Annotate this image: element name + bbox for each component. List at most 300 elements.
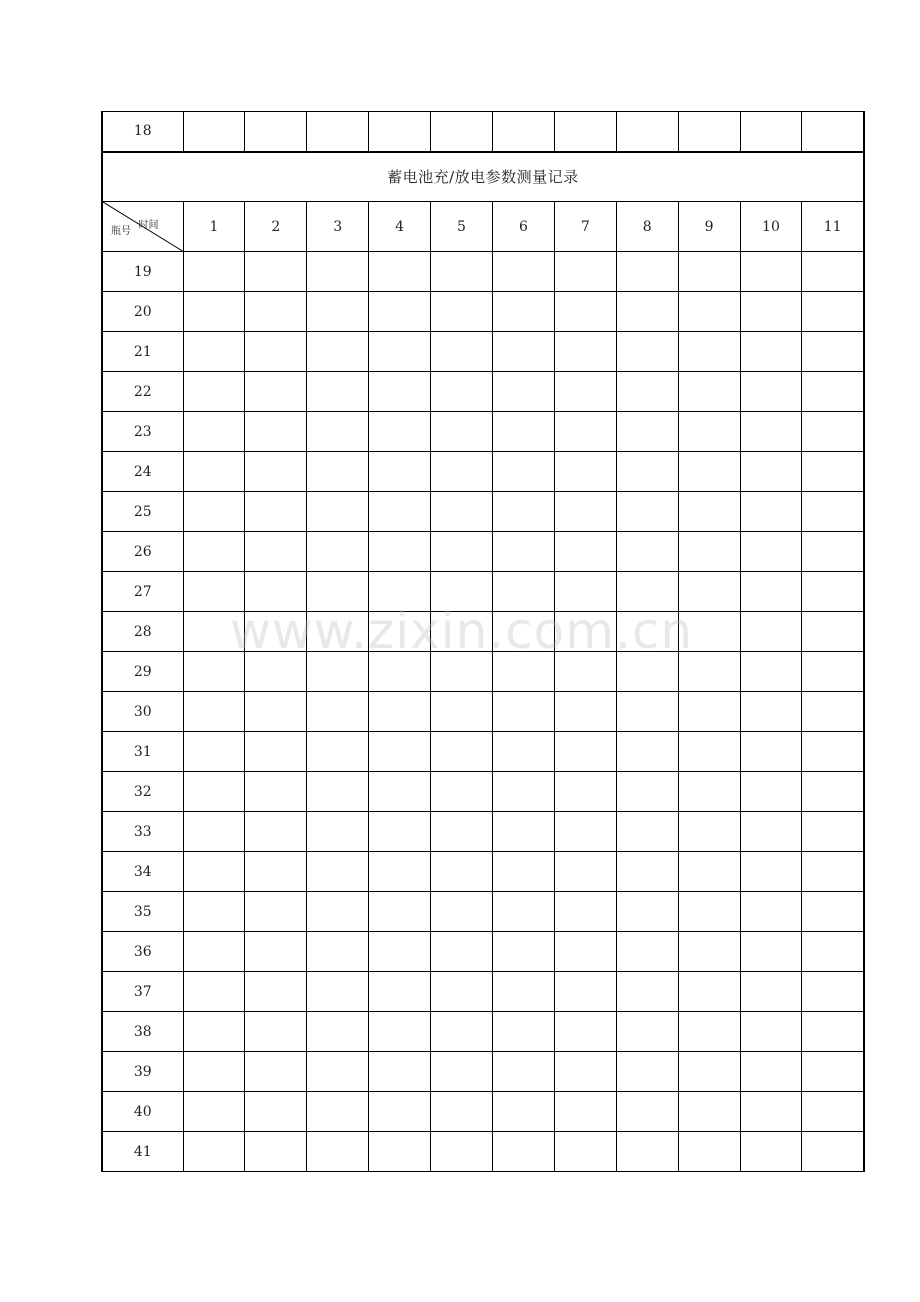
- data-cell[interactable]: [678, 612, 740, 652]
- data-cell[interactable]: [554, 972, 616, 1012]
- data-cell[interactable]: [431, 812, 493, 852]
- data-cell[interactable]: [431, 292, 493, 332]
- data-cell[interactable]: [616, 1052, 678, 1092]
- data-cell[interactable]: [678, 532, 740, 572]
- data-cell[interactable]: [183, 532, 245, 572]
- data-cell[interactable]: [554, 412, 616, 452]
- data-cell[interactable]: [245, 692, 307, 732]
- data-cell[interactable]: [616, 112, 678, 152]
- time-column-header: 6: [492, 202, 554, 252]
- data-cell[interactable]: [492, 1092, 554, 1132]
- data-cell[interactable]: [554, 452, 616, 492]
- data-cell[interactable]: [678, 1092, 740, 1132]
- data-cell[interactable]: [492, 852, 554, 892]
- data-cell[interactable]: [307, 732, 369, 772]
- data-cell[interactable]: [554, 372, 616, 412]
- table-row-top: [102, 112, 864, 152]
- data-cell[interactable]: [431, 1092, 493, 1132]
- data-cell[interactable]: [431, 692, 493, 732]
- row-number-cell: 32: [102, 772, 183, 812]
- data-cell[interactable]: [616, 292, 678, 332]
- data-cell[interactable]: [183, 252, 245, 292]
- data-cell[interactable]: [740, 812, 802, 852]
- row-number-cell: 28: [102, 612, 183, 652]
- data-cell[interactable]: [431, 412, 493, 452]
- data-cell[interactable]: [492, 332, 554, 372]
- data-cell[interactable]: [431, 1012, 493, 1052]
- data-cell[interactable]: [369, 772, 431, 812]
- data-cell[interactable]: [616, 972, 678, 1012]
- data-cell[interactable]: [307, 652, 369, 692]
- corner-time-label: 时间: [138, 220, 159, 231]
- data-cell[interactable]: [802, 532, 864, 572]
- row-number-cell: 38: [102, 1012, 183, 1052]
- data-cell[interactable]: [369, 332, 431, 372]
- data-cell[interactable]: [616, 412, 678, 452]
- data-cell[interactable]: [431, 492, 493, 532]
- data-cell[interactable]: [554, 252, 616, 292]
- data-cell[interactable]: [678, 412, 740, 452]
- data-cell[interactable]: [554, 112, 616, 152]
- data-cell[interactable]: [307, 1012, 369, 1052]
- table-row: [102, 1012, 864, 1052]
- row-number-cell: 24: [102, 452, 183, 492]
- data-cell[interactable]: [245, 372, 307, 412]
- data-cell[interactable]: [245, 892, 307, 932]
- data-cell[interactable]: [740, 772, 802, 812]
- data-cell[interactable]: [307, 1052, 369, 1092]
- data-cell[interactable]: [183, 492, 245, 532]
- data-cell[interactable]: [554, 932, 616, 972]
- data-cell[interactable]: [678, 892, 740, 932]
- time-column-header: 10: [740, 202, 802, 252]
- data-cell[interactable]: [307, 692, 369, 732]
- data-cell[interactable]: [678, 772, 740, 812]
- data-cell[interactable]: [740, 492, 802, 532]
- data-cell[interactable]: [616, 572, 678, 612]
- table-title: 蓄电池充/放电参数测量记录: [102, 152, 864, 202]
- table-row: [102, 612, 864, 652]
- data-cell[interactable]: [245, 652, 307, 692]
- data-cell[interactable]: [431, 772, 493, 812]
- data-cell[interactable]: [431, 852, 493, 892]
- data-cell[interactable]: [492, 892, 554, 932]
- data-cell[interactable]: [245, 932, 307, 972]
- row-number-cell: 39: [102, 1052, 183, 1092]
- data-cell[interactable]: [492, 812, 554, 852]
- data-cell[interactable]: [554, 892, 616, 932]
- data-cell[interactable]: [678, 112, 740, 152]
- data-cell[interactable]: [802, 292, 864, 332]
- row-number-cell: 18: [102, 112, 183, 152]
- data-cell[interactable]: [740, 892, 802, 932]
- time-column-header: 2: [245, 202, 307, 252]
- time-column-header: 4: [369, 202, 431, 252]
- data-cell[interactable]: [554, 292, 616, 332]
- data-cell[interactable]: [369, 932, 431, 972]
- data-cell[interactable]: [431, 612, 493, 652]
- data-cell[interactable]: [369, 812, 431, 852]
- data-cell[interactable]: [369, 572, 431, 612]
- data-cell[interactable]: [740, 932, 802, 972]
- data-cell[interactable]: [245, 852, 307, 892]
- data-cell[interactable]: [307, 972, 369, 1012]
- data-cell[interactable]: [245, 1012, 307, 1052]
- data-cell[interactable]: [245, 452, 307, 492]
- data-cell[interactable]: [245, 612, 307, 652]
- data-cell[interactable]: [245, 1092, 307, 1132]
- data-cell[interactable]: [616, 532, 678, 572]
- data-cell[interactable]: [183, 892, 245, 932]
- data-cell[interactable]: [369, 892, 431, 932]
- data-cell[interactable]: [616, 932, 678, 972]
- row-number-cell: 27: [102, 572, 183, 612]
- data-cell[interactable]: [492, 1012, 554, 1052]
- data-cell[interactable]: [802, 452, 864, 492]
- table-row: [102, 572, 864, 612]
- row-number-cell: 26: [102, 532, 183, 572]
- time-column-header: 8: [616, 202, 678, 252]
- table-row: [102, 1052, 864, 1092]
- data-cell[interactable]: [802, 972, 864, 1012]
- data-cell[interactable]: [740, 1132, 802, 1172]
- data-cell[interactable]: [369, 1132, 431, 1172]
- data-cell[interactable]: [492, 972, 554, 1012]
- row-number-cell: 25: [102, 492, 183, 532]
- data-cell[interactable]: [307, 1132, 369, 1172]
- data-cell[interactable]: [616, 1012, 678, 1052]
- data-cell[interactable]: [802, 1092, 864, 1132]
- data-cell[interactable]: [802, 1012, 864, 1052]
- data-cell[interactable]: [183, 812, 245, 852]
- data-cell[interactable]: [678, 492, 740, 532]
- row-number-cell: 31: [102, 732, 183, 772]
- data-cell[interactable]: [678, 372, 740, 412]
- data-cell[interactable]: [678, 292, 740, 332]
- data-cell[interactable]: [554, 572, 616, 612]
- data-cell[interactable]: [183, 572, 245, 612]
- data-cell[interactable]: [245, 1052, 307, 1092]
- data-cell[interactable]: [802, 252, 864, 292]
- data-cell[interactable]: [492, 932, 554, 972]
- data-cell[interactable]: [740, 452, 802, 492]
- data-cell[interactable]: [183, 1052, 245, 1092]
- data-cell[interactable]: [802, 732, 864, 772]
- time-column-header: 9: [678, 202, 740, 252]
- data-cell[interactable]: [740, 652, 802, 692]
- data-cell[interactable]: [245, 252, 307, 292]
- data-cell[interactable]: [616, 252, 678, 292]
- data-cell[interactable]: [554, 652, 616, 692]
- data-cell[interactable]: [307, 572, 369, 612]
- row-number-cell: 23: [102, 412, 183, 452]
- table-row: [102, 412, 864, 452]
- table-row: [102, 972, 864, 1012]
- data-cell[interactable]: [307, 532, 369, 572]
- data-cell[interactable]: [183, 692, 245, 732]
- data-cell[interactable]: [369, 252, 431, 292]
- data-cell[interactable]: [802, 492, 864, 532]
- data-cell[interactable]: [431, 652, 493, 692]
- data-cell[interactable]: [245, 492, 307, 532]
- data-cell[interactable]: [369, 292, 431, 332]
- data-cell[interactable]: [431, 892, 493, 932]
- data-cell[interactable]: [369, 732, 431, 772]
- data-cell[interactable]: [678, 812, 740, 852]
- data-cell[interactable]: [492, 692, 554, 732]
- row-number-cell: 20: [102, 292, 183, 332]
- data-cell[interactable]: [183, 412, 245, 452]
- data-cell[interactable]: [492, 452, 554, 492]
- data-cell[interactable]: [616, 332, 678, 372]
- data-cell[interactable]: [616, 812, 678, 852]
- data-cell[interactable]: [245, 332, 307, 372]
- table-row: [102, 652, 864, 692]
- data-cell[interactable]: [369, 412, 431, 452]
- data-cell[interactable]: [616, 372, 678, 412]
- corner-bottle-label: 瓶号: [111, 226, 131, 237]
- data-cell[interactable]: [492, 292, 554, 332]
- data-cell[interactable]: [431, 332, 493, 372]
- data-cell[interactable]: [431, 572, 493, 612]
- data-cell[interactable]: [245, 972, 307, 1012]
- data-cell[interactable]: [492, 372, 554, 412]
- data-cell[interactable]: [369, 492, 431, 532]
- data-cell[interactable]: [678, 252, 740, 292]
- data-cell[interactable]: [183, 332, 245, 372]
- data-cell[interactable]: [616, 692, 678, 732]
- data-cell[interactable]: [616, 772, 678, 812]
- data-cell[interactable]: [369, 652, 431, 692]
- data-cell[interactable]: [492, 772, 554, 812]
- data-cell[interactable]: [554, 532, 616, 572]
- data-cell[interactable]: [616, 612, 678, 652]
- data-cell[interactable]: [802, 852, 864, 892]
- data-cell[interactable]: [802, 932, 864, 972]
- data-cell[interactable]: [678, 1052, 740, 1092]
- data-cell[interactable]: [307, 932, 369, 972]
- data-cell[interactable]: [369, 1092, 431, 1132]
- data-cell[interactable]: [369, 1052, 431, 1092]
- data-cell[interactable]: [554, 852, 616, 892]
- data-cell[interactable]: [616, 492, 678, 532]
- data-cell[interactable]: [802, 772, 864, 812]
- data-cell[interactable]: [492, 492, 554, 532]
- data-cell[interactable]: [802, 812, 864, 852]
- data-cell[interactable]: [554, 1092, 616, 1132]
- data-cell[interactable]: [369, 1012, 431, 1052]
- data-cell[interactable]: [678, 332, 740, 372]
- time-column-header: 5: [431, 202, 493, 252]
- data-cell[interactable]: [802, 1052, 864, 1092]
- data-cell[interactable]: [492, 112, 554, 152]
- data-cell[interactable]: [183, 772, 245, 812]
- data-cell[interactable]: [740, 1012, 802, 1052]
- data-cell[interactable]: [245, 412, 307, 452]
- data-cell[interactable]: [183, 452, 245, 492]
- data-cell[interactable]: [616, 452, 678, 492]
- data-cell[interactable]: [740, 1092, 802, 1132]
- data-cell[interactable]: [492, 252, 554, 292]
- data-cell[interactable]: [740, 532, 802, 572]
- data-cell[interactable]: [740, 852, 802, 892]
- data-cell[interactable]: [740, 252, 802, 292]
- data-cell[interactable]: [740, 692, 802, 732]
- data-cell[interactable]: [183, 292, 245, 332]
- data-cell[interactable]: [307, 772, 369, 812]
- data-cell[interactable]: [802, 572, 864, 612]
- data-cell[interactable]: [307, 332, 369, 372]
- data-cell[interactable]: [678, 932, 740, 972]
- data-cell[interactable]: [740, 112, 802, 152]
- data-cell[interactable]: [183, 112, 245, 152]
- data-cell[interactable]: [740, 972, 802, 1012]
- data-cell[interactable]: [183, 1132, 245, 1172]
- data-cell[interactable]: [431, 1052, 493, 1092]
- data-cell[interactable]: [307, 812, 369, 852]
- data-cell[interactable]: [245, 812, 307, 852]
- data-cell[interactable]: [369, 692, 431, 732]
- data-cell[interactable]: [554, 1012, 616, 1052]
- data-cell[interactable]: [431, 532, 493, 572]
- data-cell[interactable]: [183, 972, 245, 1012]
- data-cell[interactable]: [678, 572, 740, 612]
- data-cell[interactable]: [183, 732, 245, 772]
- row-number-cell: 35: [102, 892, 183, 932]
- data-cell[interactable]: [492, 652, 554, 692]
- row-number-cell: 36: [102, 932, 183, 972]
- data-cell[interactable]: [369, 372, 431, 412]
- data-cell[interactable]: [802, 372, 864, 412]
- data-cell[interactable]: [183, 1012, 245, 1052]
- data-cell[interactable]: [431, 372, 493, 412]
- data-cell[interactable]: [802, 612, 864, 652]
- data-cell[interactable]: [307, 292, 369, 332]
- data-cell[interactable]: [492, 1132, 554, 1172]
- data-cell[interactable]: [369, 452, 431, 492]
- data-cell[interactable]: [554, 772, 616, 812]
- data-cell[interactable]: [307, 1092, 369, 1132]
- data-cell[interactable]: [740, 292, 802, 332]
- data-cell[interactable]: [245, 772, 307, 812]
- watermark: www.zixin.com.cn: [230, 602, 694, 660]
- data-cell[interactable]: [245, 572, 307, 612]
- data-cell[interactable]: [678, 732, 740, 772]
- data-cell[interactable]: [307, 852, 369, 892]
- data-cell[interactable]: [678, 692, 740, 732]
- data-cell[interactable]: [554, 332, 616, 372]
- data-cell[interactable]: [492, 572, 554, 612]
- data-cell[interactable]: [369, 532, 431, 572]
- data-cell[interactable]: [245, 112, 307, 152]
- data-cell[interactable]: [431, 732, 493, 772]
- data-cell[interactable]: [245, 532, 307, 572]
- data-cell[interactable]: [245, 292, 307, 332]
- data-cell[interactable]: [492, 732, 554, 772]
- data-cell[interactable]: [802, 652, 864, 692]
- table-row: [102, 852, 864, 892]
- data-cell[interactable]: [307, 252, 369, 292]
- data-cell[interactable]: [616, 1132, 678, 1172]
- battery-record-table: [101, 111, 865, 1172]
- data-cell[interactable]: [616, 892, 678, 932]
- data-cell[interactable]: [802, 332, 864, 372]
- data-cell[interactable]: [307, 412, 369, 452]
- data-cell[interactable]: [431, 972, 493, 1012]
- data-cell[interactable]: [183, 612, 245, 652]
- data-cell[interactable]: [678, 1132, 740, 1172]
- data-cell[interactable]: [740, 732, 802, 772]
- data-cell[interactable]: [554, 492, 616, 532]
- data-cell[interactable]: [369, 972, 431, 1012]
- data-cell[interactable]: [678, 452, 740, 492]
- data-cell[interactable]: [492, 612, 554, 652]
- data-cell[interactable]: [245, 732, 307, 772]
- data-cell[interactable]: [431, 932, 493, 972]
- data-cell[interactable]: [740, 372, 802, 412]
- data-cell[interactable]: [369, 112, 431, 152]
- data-cell[interactable]: [554, 812, 616, 852]
- data-cell[interactable]: [802, 112, 864, 152]
- data-cell[interactable]: [616, 1092, 678, 1132]
- data-cell[interactable]: [802, 412, 864, 452]
- data-cell[interactable]: [307, 492, 369, 532]
- data-cell[interactable]: [740, 1052, 802, 1092]
- data-cell[interactable]: [492, 412, 554, 452]
- data-cell[interactable]: [183, 1092, 245, 1132]
- data-cell[interactable]: [307, 112, 369, 152]
- data-cell[interactable]: [802, 892, 864, 932]
- data-cell[interactable]: [307, 612, 369, 652]
- data-cell[interactable]: [369, 852, 431, 892]
- data-cell[interactable]: [307, 372, 369, 412]
- data-cell[interactable]: [369, 612, 431, 652]
- data-cell[interactable]: [740, 332, 802, 372]
- table-row: [102, 1092, 864, 1132]
- data-cell[interactable]: [678, 852, 740, 892]
- data-cell[interactable]: [431, 1132, 493, 1172]
- data-cell[interactable]: [554, 732, 616, 772]
- data-cell[interactable]: [554, 1132, 616, 1172]
- data-cell[interactable]: [183, 932, 245, 972]
- data-cell[interactable]: [183, 852, 245, 892]
- data-cell[interactable]: [554, 692, 616, 732]
- data-cell[interactable]: [678, 1012, 740, 1052]
- data-cell[interactable]: [616, 852, 678, 892]
- data-cell[interactable]: [802, 1132, 864, 1172]
- data-cell[interactable]: [431, 452, 493, 492]
- data-cell[interactable]: [616, 732, 678, 772]
- data-cell[interactable]: [678, 972, 740, 1012]
- data-cell[interactable]: [554, 1052, 616, 1092]
- data-cell[interactable]: [492, 532, 554, 572]
- data-cell[interactable]: [616, 652, 678, 692]
- data-cell[interactable]: [431, 112, 493, 152]
- data-cell[interactable]: [431, 252, 493, 292]
- data-cell[interactable]: [245, 1132, 307, 1172]
- data-cell[interactable]: [183, 372, 245, 412]
- data-cell[interactable]: [183, 652, 245, 692]
- data-cell[interactable]: [678, 652, 740, 692]
- data-cell[interactable]: [802, 692, 864, 732]
- data-cell[interactable]: [740, 412, 802, 452]
- data-cell[interactable]: [307, 452, 369, 492]
- data-cell[interactable]: [554, 612, 616, 652]
- data-cell[interactable]: [740, 572, 802, 612]
- data-cell[interactable]: [492, 1052, 554, 1092]
- data-cell[interactable]: [307, 892, 369, 932]
- data-cell[interactable]: [740, 612, 802, 652]
